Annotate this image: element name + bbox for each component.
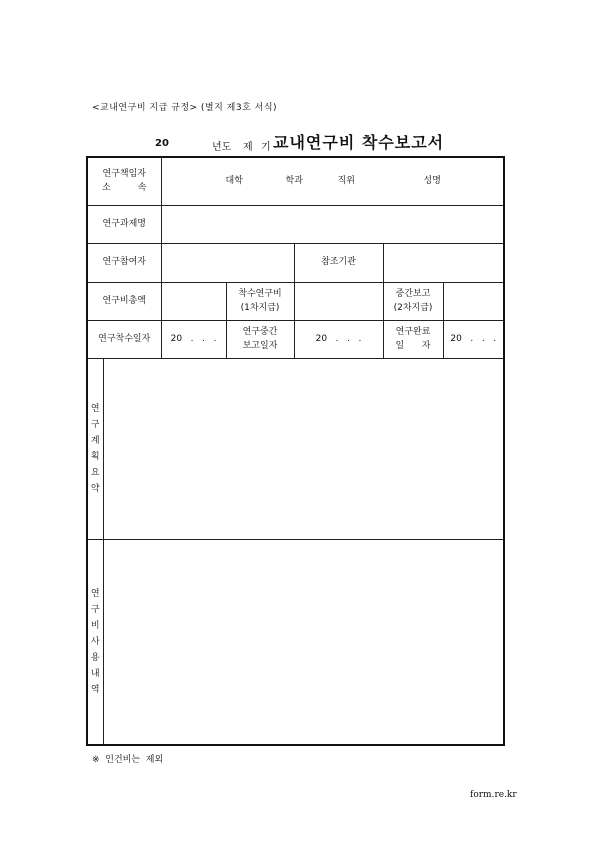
title-je: 제: [243, 142, 253, 153]
completion-date-label: 연구완료: [395, 326, 431, 337]
expense-label-char: 연: [90, 588, 100, 599]
reference-org-label: 참조기관: [294, 243, 383, 282]
completion-date-label-cell: [383, 320, 443, 358]
researcher-label: 연구책임자: [102, 168, 146, 179]
plan-label-char: 요: [90, 467, 100, 478]
interim-report-label: 중간보고: [395, 288, 431, 299]
total-budget-field[interactable]: [161, 282, 226, 320]
plan-label-char: 연: [90, 403, 100, 414]
title-nyeondo: 년도: [212, 142, 232, 153]
project-name-field[interactable]: [161, 205, 504, 243]
plan-label-char: 약: [90, 483, 100, 494]
completion-char-1: 일: [395, 341, 405, 351]
plan-label-char: 획: [90, 451, 100, 462]
row-project-name: [87, 205, 504, 243]
initial-funding-label-cell: [226, 282, 294, 320]
total-budget-label: 연구비총액: [87, 282, 161, 320]
plan-label-char: 계: [90, 435, 100, 446]
college-label: 대학: [225, 176, 243, 187]
interim-report-label-cell: [383, 282, 443, 320]
row-dates: [87, 320, 504, 358]
reference-org-field[interactable]: [383, 243, 504, 282]
title-year: 20: [155, 138, 169, 149]
row-expense-details: [87, 539, 504, 745]
expense-label-char: 용: [90, 652, 100, 663]
expense-label-char: 비: [90, 620, 100, 631]
row-plan-summary: [87, 358, 504, 539]
interim-report-field[interactable]: [443, 282, 504, 320]
initial-funding-sublabel: (1차지급): [240, 303, 280, 313]
title-main: 교내연구비 착수보고서: [273, 133, 445, 152]
plan-summary-field[interactable]: [103, 358, 504, 539]
plan-label-char: 구: [90, 419, 100, 430]
completion-char-2: 자: [421, 341, 431, 351]
project-name-label: 연구과제명: [87, 205, 161, 243]
affiliation-field[interactable]: [161, 157, 504, 205]
report-form-table: [86, 156, 505, 746]
department-label: 학과: [285, 176, 303, 187]
researcher-label-cell: [87, 157, 161, 205]
row-participants: [87, 243, 504, 282]
plan-summary-label: [87, 358, 103, 539]
start-date-label: 연구착수일자: [87, 320, 161, 358]
regulation-reference: <교내연구비 지급 규정> (별지 제3호 서식): [92, 103, 278, 113]
title-gi: 기: [261, 142, 271, 153]
interim-date-sublabel: 보고일자: [242, 341, 278, 351]
expense-label-char: 역: [90, 684, 100, 695]
expense-details-label: [87, 539, 103, 745]
initial-funding-field[interactable]: [294, 282, 383, 320]
expense-label-char: 사: [90, 636, 100, 647]
affiliation-char-1: 소: [102, 183, 111, 194]
interim-report-sublabel: (2차지급): [393, 303, 433, 313]
participants-field[interactable]: [161, 243, 294, 282]
start-date-field[interactable]: 20 . . .: [161, 320, 226, 358]
participants-label: 연구참여자: [87, 243, 161, 282]
row-researcher: [87, 157, 504, 205]
expense-details-field[interactable]: [103, 539, 504, 745]
initial-funding-label: 착수연구비: [238, 288, 282, 299]
source-link[interactable]: form.re.kr: [470, 790, 517, 800]
interim-date-label: 연구중간: [242, 326, 278, 337]
completion-date-field[interactable]: 20 . . .: [443, 320, 504, 358]
affiliation-label: [88, 181, 161, 195]
row-budget: [87, 282, 504, 320]
completion-date-sublabel: [384, 339, 443, 353]
expense-label-char: 내: [90, 668, 100, 679]
interim-date-field[interactable]: 20 . . .: [294, 320, 383, 358]
interim-date-label-cell: [226, 320, 294, 358]
position-label: 직위: [337, 176, 355, 187]
affiliation-char-2: 속: [137, 183, 147, 194]
name-label: 성명: [423, 176, 441, 187]
footnote: ※ 인건비는 제외: [92, 755, 164, 765]
expense-label-char: 구: [90, 604, 100, 615]
